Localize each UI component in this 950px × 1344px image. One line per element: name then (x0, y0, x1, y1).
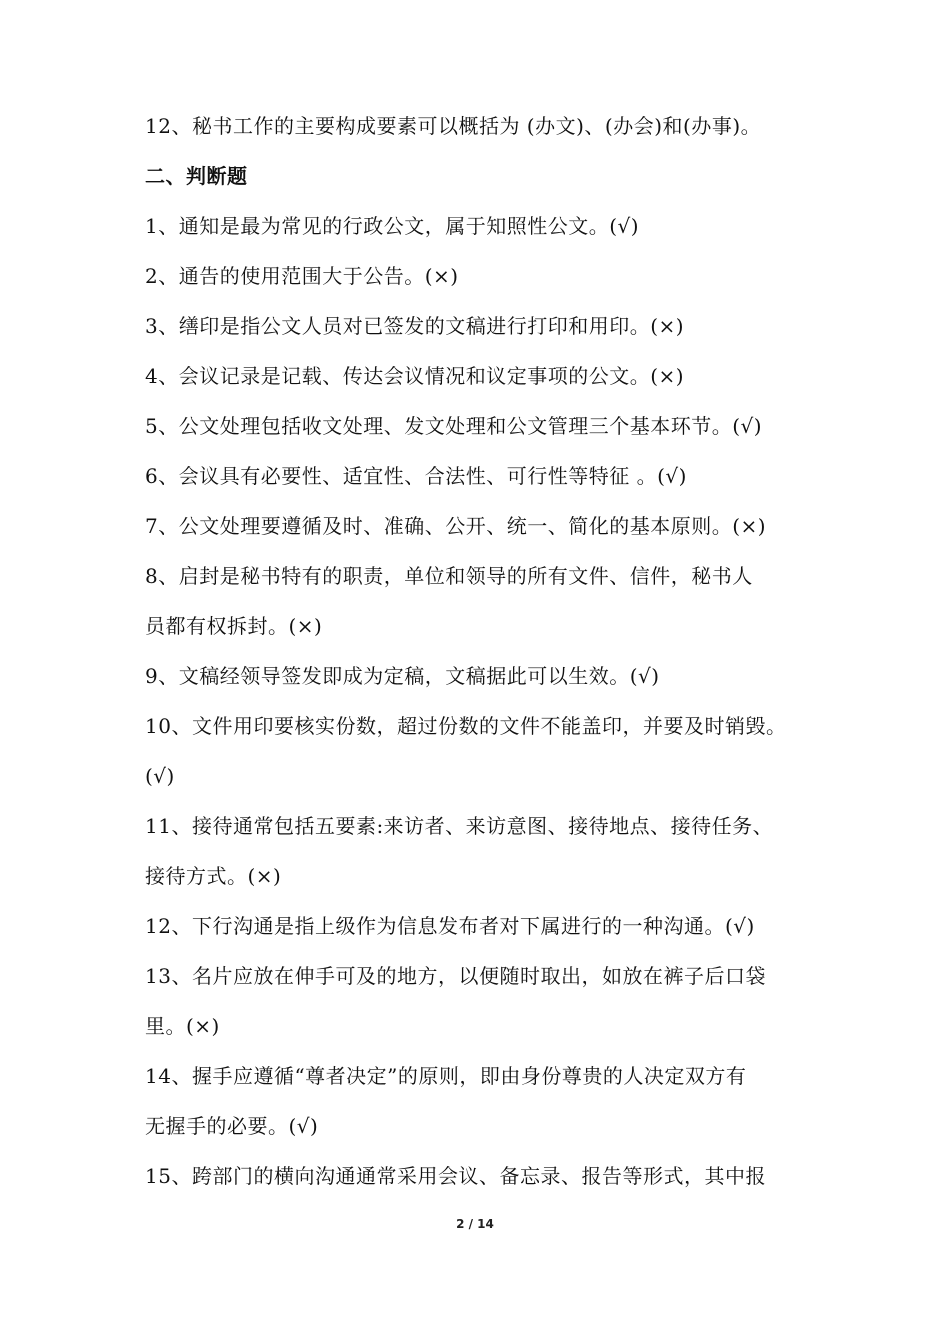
text-line: 员都有权拆封。(×) (145, 614, 323, 638)
text-line: 2、通告的使用范围大于公告。(×) (145, 264, 459, 288)
text-line: 7、公文处理要遵循及时、准确、公开、统一、简化的基本原则。(×) (145, 514, 767, 538)
text-line: 6、会议具有必要性、适宜性、合法性、可行性等特征 。(√) (145, 464, 687, 488)
text-line: 1、通知是最为常见的行政公文，属于知照性公文。(√) (145, 214, 640, 238)
text-line: 11、接待通常包括五要素:来访者、来访意图、接待地点、接待任务、 (145, 814, 774, 838)
text-line: 13、名片应放在伸手可及的地方，以便随时取出，如放在裤子后口袋 (145, 964, 766, 988)
text-line: 12、下行沟通是指上级作为信息发布者对下属进行的一种沟通。(√) (145, 914, 755, 938)
text-line: 里。(×) (145, 1014, 220, 1038)
text-line: 4、会议记录是记载、传达会议情况和议定事项的公文。(×) (145, 364, 685, 388)
text-line: 8、启封是秘书特有的职责，单位和领导的所有文件、信件，秘书人 (145, 564, 753, 588)
text-line: 12、秘书工作的主要构成要素可以概括为 (办文)、(办会)和(办事)。 (145, 114, 762, 138)
text-line: (√) (145, 764, 175, 788)
text-line: 9、文稿经领导签发即成为定稿，文稿据此可以生效。(√) (145, 664, 660, 688)
text-line: 3、缮印是指公文人员对已签发的文稿进行打印和用印。(×) (145, 314, 685, 338)
text-line: 无握手的必要。(√) (145, 1114, 319, 1138)
text-line: 14、握手应遵循“尊者决定”的原则，即由身份尊贵的人决定双方有 (145, 1064, 747, 1088)
text-line: 15、跨部门的横向沟通通常采用会议、备忘录、报告等形式，其中报 (145, 1164, 766, 1188)
text-line: 接待方式。(×) (145, 864, 282, 888)
section-heading: 二、判断题 (145, 164, 248, 188)
text-line: 10、文件用印要核实份数，超过份数的文件不能盖印，并要及时销毁。 (145, 714, 787, 738)
page-number: 2 / 14 (456, 1217, 494, 1231)
text-line: 5、公文处理包括收文处理、发文处理和公文管理三个基本环节。(√) (145, 414, 763, 438)
document-body (145, 101, 825, 1201)
